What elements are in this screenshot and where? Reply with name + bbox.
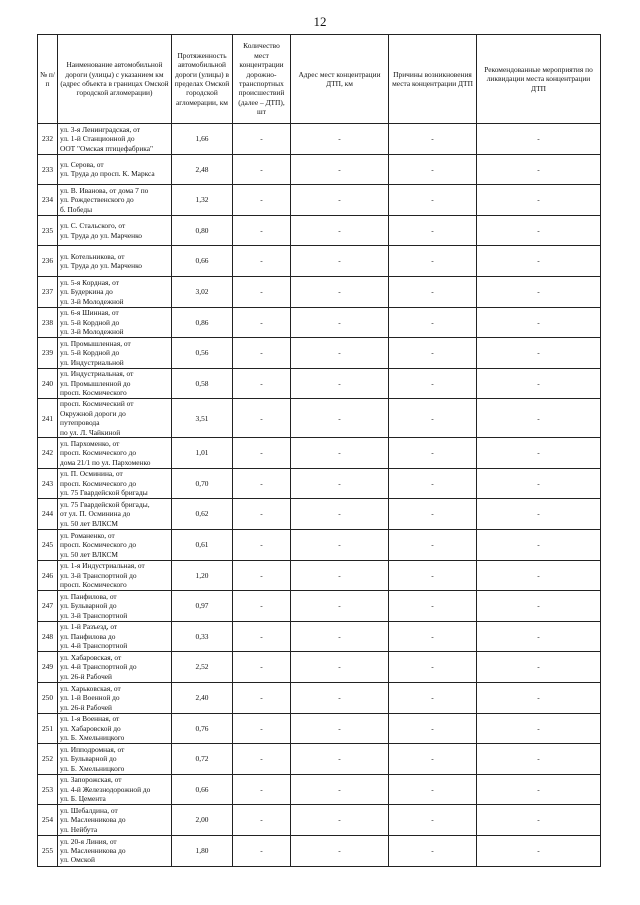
table-row — [38, 652, 601, 683]
count-cell: - — [233, 713, 291, 744]
length-cell: 1,20 — [172, 560, 233, 591]
length-cell: 0,97 — [172, 591, 233, 622]
row-number: 250 — [38, 682, 58, 713]
length-cell: 3,02 — [172, 276, 233, 307]
header-num: № п/п — [38, 35, 58, 124]
page-number: 12 — [313, 14, 327, 29]
row-number: 243 — [38, 468, 58, 499]
road-name-cell: ул. 20-я Линия, от ул. Масленникова до ул. Омской — [58, 835, 172, 866]
causes-cell: - — [389, 468, 477, 499]
length-cell: 0,70 — [172, 468, 233, 499]
address-cell: - — [291, 246, 389, 277]
length-cell: 2,00 — [172, 805, 233, 836]
measures-cell: - — [477, 499, 601, 530]
address-cell: - — [291, 276, 389, 307]
causes-cell: - — [389, 154, 477, 185]
measures-cell: - — [477, 307, 601, 338]
causes-cell: - — [389, 338, 477, 369]
table-row — [38, 246, 601, 277]
address-cell: - — [291, 468, 389, 499]
row-number: 242 — [38, 438, 58, 469]
length-cell: 1,80 — [172, 835, 233, 866]
measures-cell: - — [477, 215, 601, 246]
measures-cell: - — [477, 835, 601, 866]
row-number: 233 — [38, 154, 58, 185]
measures-cell: - — [477, 530, 601, 561]
row-number: 245 — [38, 530, 58, 561]
table-body — [38, 124, 601, 867]
road-name-cell: ул. 1-я Индустриальная, от ул. 3-й Транспортной до просп. Космического — [58, 560, 172, 591]
causes-cell: - — [389, 774, 477, 805]
causes-cell: - — [389, 124, 477, 155]
length-cell: 1,01 — [172, 438, 233, 469]
road-name-cell: ул. 6-я Шинная, от ул. 5-й Кордной до ул. 3-й Молодежной — [58, 307, 172, 338]
causes-cell: - — [389, 276, 477, 307]
road-name-cell: ул. 75 Гвардейской бригады, от ул. П. Осминина до ул. 50 лет ВЛКСМ — [58, 499, 172, 530]
count-cell: - — [233, 246, 291, 277]
address-cell: - — [291, 744, 389, 775]
road-name-cell: ул. 5-я Кордная, от ул. Будеркина до ул. 3-й Молодежной — [58, 276, 172, 307]
measures-cell: - — [477, 154, 601, 185]
measures-cell: - — [477, 652, 601, 683]
address-cell: - — [291, 215, 389, 246]
measures-cell: - — [477, 682, 601, 713]
length-cell: 1,32 — [172, 185, 233, 216]
address-cell: - — [291, 307, 389, 338]
row-number: 238 — [38, 307, 58, 338]
table-row — [38, 215, 601, 246]
road-name-cell: ул. В. Иванова, от дома 7 по ул. Рождественского до б. Победы — [58, 185, 172, 216]
table-row — [38, 591, 601, 622]
road-name-cell: ул. 1-я Военная, от ул. Хабаровской до ул. Б. Хмельницкого — [58, 713, 172, 744]
measures-cell: - — [477, 276, 601, 307]
road-name-cell: ул. 3-я Ленинградская, от ул. 1-й Станционной до ООТ "Омская птицефабрика" — [58, 124, 172, 155]
count-cell: - — [233, 835, 291, 866]
table-row — [38, 307, 601, 338]
count-cell: - — [233, 621, 291, 652]
row-number: 232 — [38, 124, 58, 155]
road-name-cell: ул. Запорожская, от ул. 4-й Железнодорожной до ул. Б. Цемента — [58, 774, 172, 805]
length-cell: 0,66 — [172, 774, 233, 805]
causes-cell: - — [389, 368, 477, 399]
count-cell: - — [233, 307, 291, 338]
count-cell: - — [233, 124, 291, 155]
road-name-cell: ул. Харьковская, от ул. 1-й Военной до ул. 26-й Рабочей — [58, 682, 172, 713]
causes-cell: - — [389, 682, 477, 713]
table-row — [38, 560, 601, 591]
causes-cell: - — [389, 621, 477, 652]
address-cell: - — [291, 652, 389, 683]
causes-cell: - — [389, 399, 477, 438]
length-cell: 0,33 — [172, 621, 233, 652]
causes-cell: - — [389, 246, 477, 277]
address-cell: - — [291, 154, 389, 185]
measures-cell: - — [477, 246, 601, 277]
count-cell: - — [233, 652, 291, 683]
header-causes: Причины возникновения места концентрации ДТП — [389, 35, 477, 124]
count-cell: - — [233, 368, 291, 399]
row-number: 237 — [38, 276, 58, 307]
causes-cell: - — [389, 438, 477, 469]
row-number: 235 — [38, 215, 58, 246]
header-road-name: Наименование автомобильной дороги (улицы) с указанием км (адрес объекта в границах Омской городской агломерации) — [58, 35, 172, 124]
address-cell: - — [291, 185, 389, 216]
causes-cell: - — [389, 185, 477, 216]
row-number: 236 — [38, 246, 58, 277]
causes-cell: - — [389, 835, 477, 866]
address-cell: - — [291, 499, 389, 530]
address-cell: - — [291, 530, 389, 561]
row-number: 241 — [38, 399, 58, 438]
count-cell: - — [233, 468, 291, 499]
row-number: 247 — [38, 591, 58, 622]
measures-cell: - — [477, 468, 601, 499]
road-name-cell: ул. Ипподромная, от ул. Бульварной до ул. Б. Хмельницкого — [58, 744, 172, 775]
causes-cell: - — [389, 591, 477, 622]
table-row — [38, 338, 601, 369]
row-number: 240 — [38, 368, 58, 399]
row-number: 246 — [38, 560, 58, 591]
row-number: 253 — [38, 774, 58, 805]
length-cell: 3,51 — [172, 399, 233, 438]
causes-cell: - — [389, 713, 477, 744]
row-number: 255 — [38, 835, 58, 866]
count-cell: - — [233, 215, 291, 246]
length-cell: 0,72 — [172, 744, 233, 775]
road-name-cell: ул. Романенко, от просп. Космического до ул. 50 лет ВЛКСМ — [58, 530, 172, 561]
measures-cell: - — [477, 744, 601, 775]
measures-cell: - — [477, 591, 601, 622]
table-row — [38, 368, 601, 399]
road-name-cell: ул. Котельникова, от ул. Труда до ул. Марченко — [58, 246, 172, 277]
length-cell: 0,86 — [172, 307, 233, 338]
address-cell: - — [291, 805, 389, 836]
table-row — [38, 744, 601, 775]
causes-cell: - — [389, 805, 477, 836]
table-row — [38, 621, 601, 652]
length-cell: 2,40 — [172, 682, 233, 713]
count-cell: - — [233, 591, 291, 622]
measures-cell: - — [477, 338, 601, 369]
causes-cell: - — [389, 652, 477, 683]
road-name-cell: ул. 1-й Разъезд, от ул. Панфилова до ул. 4-й Транспортной — [58, 621, 172, 652]
header-count: Количество мест концентрации дорожно-транспортных происшествий (далее – ДТП), шт — [233, 35, 291, 124]
road-name-cell: ул. С. Стальского, от ул. Труда до ул. Марченко — [58, 215, 172, 246]
road-name-cell: ул. П. Осминина, от просп. Космического до ул. 75 Гвардейской бригады — [58, 468, 172, 499]
causes-cell: - — [389, 499, 477, 530]
address-cell: - — [291, 438, 389, 469]
count-cell: - — [233, 805, 291, 836]
road-name-cell: ул. Промышленная, от ул. 5-й Кордной до ул. Индустриальной — [58, 338, 172, 369]
measures-cell: - — [477, 621, 601, 652]
road-name-cell: ул. Серова, от ул. Труда до просп. К. Маркса — [58, 154, 172, 185]
row-number: 251 — [38, 713, 58, 744]
count-cell: - — [233, 744, 291, 775]
address-cell: - — [291, 682, 389, 713]
row-number: 254 — [38, 805, 58, 836]
causes-cell: - — [389, 215, 477, 246]
length-cell: 0,58 — [172, 368, 233, 399]
count-cell: - — [233, 154, 291, 185]
address-cell: - — [291, 835, 389, 866]
count-cell: - — [233, 399, 291, 438]
table-row — [38, 835, 601, 866]
measures-cell: - — [477, 185, 601, 216]
count-cell: - — [233, 774, 291, 805]
length-cell: 0,76 — [172, 713, 233, 744]
row-number: 252 — [38, 744, 58, 775]
measures-cell: - — [477, 438, 601, 469]
causes-cell: - — [389, 530, 477, 561]
row-number: 239 — [38, 338, 58, 369]
table-row — [38, 774, 601, 805]
header-address: Адрес мест концентрации ДТП, км — [291, 35, 389, 124]
road-name-cell: просп. Космический от Окружной дороги до путепровода по ул. Л. Чайкиной — [58, 399, 172, 438]
header-row — [38, 35, 601, 124]
table-row — [38, 468, 601, 499]
length-cell: 0,66 — [172, 246, 233, 277]
table-row — [38, 530, 601, 561]
measures-cell: - — [477, 774, 601, 805]
dtp-table — [37, 34, 601, 867]
address-cell: - — [291, 399, 389, 438]
table-row — [38, 185, 601, 216]
measures-cell: - — [477, 399, 601, 438]
address-cell: - — [291, 124, 389, 155]
length-cell: 0,61 — [172, 530, 233, 561]
causes-cell: - — [389, 307, 477, 338]
row-number: 244 — [38, 499, 58, 530]
table-row — [38, 276, 601, 307]
table-row — [38, 805, 601, 836]
table-row — [38, 499, 601, 530]
causes-cell: - — [389, 744, 477, 775]
table-row — [38, 154, 601, 185]
road-name-cell: ул. Хабаровская, от ул. 4-й Транспортной до ул. 26-й Рабочей — [58, 652, 172, 683]
row-number: 234 — [38, 185, 58, 216]
causes-cell: - — [389, 560, 477, 591]
length-cell: 0,62 — [172, 499, 233, 530]
count-cell: - — [233, 185, 291, 216]
measures-cell: - — [477, 124, 601, 155]
row-number: 248 — [38, 621, 58, 652]
count-cell: - — [233, 560, 291, 591]
table-row — [38, 124, 601, 155]
length-cell: 0,56 — [172, 338, 233, 369]
measures-cell: - — [477, 713, 601, 744]
address-cell: - — [291, 368, 389, 399]
measures-cell: - — [477, 560, 601, 591]
count-cell: - — [233, 276, 291, 307]
address-cell: - — [291, 591, 389, 622]
address-cell: - — [291, 774, 389, 805]
address-cell: - — [291, 560, 389, 591]
table-row — [38, 713, 601, 744]
road-name-cell: ул. Шебалдина, от ул. Масленникова до ул. Нейбута — [58, 805, 172, 836]
header-measures: Рекомендованные мероприятия по ликвидации места концентрации ДТП — [477, 35, 601, 124]
address-cell: - — [291, 621, 389, 652]
row-number: 249 — [38, 652, 58, 683]
measures-cell: - — [477, 805, 601, 836]
count-cell: - — [233, 499, 291, 530]
count-cell: - — [233, 338, 291, 369]
count-cell: - — [233, 438, 291, 469]
length-cell: 1,66 — [172, 124, 233, 155]
road-name-cell: ул. Пархоменко, от просп. Космического до дома 21/1 по ул. Пархоменко — [58, 438, 172, 469]
count-cell: - — [233, 530, 291, 561]
table-row — [38, 399, 601, 438]
table-row — [38, 682, 601, 713]
table-row — [38, 438, 601, 469]
measures-cell: - — [477, 368, 601, 399]
length-cell: 2,48 — [172, 154, 233, 185]
header-length: Протяженность автомобильной дороги (улицы) в пределах Омской городской агломерации, км — [172, 35, 233, 124]
road-name-cell: ул. Панфилова, от ул. Бульварной до ул. 3-й Транспортной — [58, 591, 172, 622]
count-cell: - — [233, 682, 291, 713]
address-cell: - — [291, 338, 389, 369]
length-cell: 0,80 — [172, 215, 233, 246]
length-cell: 2,52 — [172, 652, 233, 683]
road-name-cell: ул. Индустриальная, от ул. Промышленной до просп. Космического — [58, 368, 172, 399]
address-cell: - — [291, 713, 389, 744]
